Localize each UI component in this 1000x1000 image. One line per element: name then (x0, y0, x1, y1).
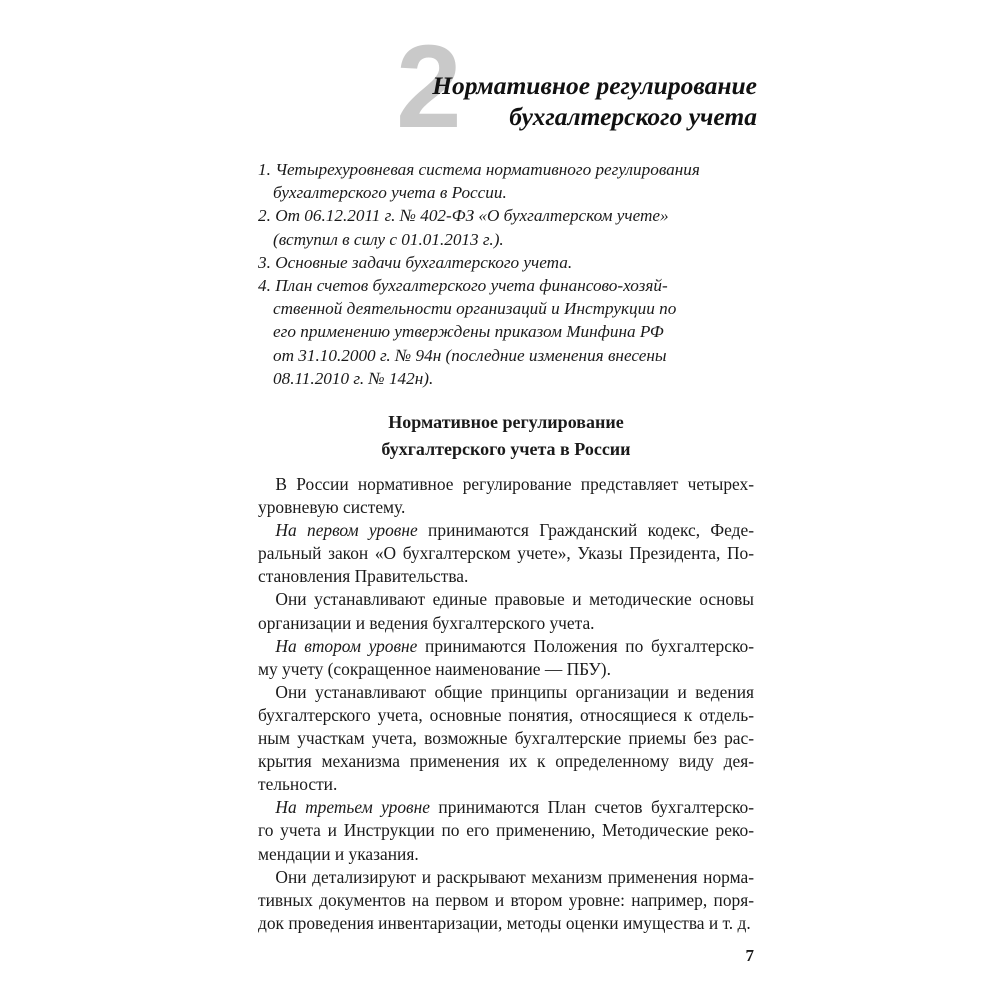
paragraph (258, 519, 754, 588)
level-label: На втором уровне (275, 635, 418, 656)
page-number: 7 (745, 946, 754, 965)
section-heading-line: Нормативное регулирование (388, 412, 624, 432)
text-line: док проведения инвентаризации, методы оценки имущества и т. д. (258, 912, 751, 933)
body-text (258, 473, 754, 935)
chapter-title (432, 70, 757, 132)
paragraph (258, 866, 754, 935)
paragraph (258, 588, 754, 634)
text-line: Они детализируют и раскрывают механизм применения норма- (275, 866, 754, 887)
text-line: становления Правительства. (258, 566, 469, 587)
list-item-text: ственной деятельности организаций и Инструкции по (273, 299, 677, 319)
text-line: На третьем уровне принимаются План счетов бухгалтерско- (275, 797, 754, 818)
text-line: мендации и указания. (258, 843, 419, 864)
text-line: В России нормативное регулирование представляет четырех- (275, 474, 754, 494)
text-line: го учета и Инструкции по его применению, Методические реко- (258, 820, 754, 841)
level-label: На первом уровне (275, 520, 418, 541)
list-item-text: Основные задачи бухгалтерского учета. (275, 252, 573, 272)
paragraph (258, 681, 754, 796)
text-line: На втором уровне принимаются Положения по бухгалтерско- (275, 635, 755, 656)
text-line: уровневую систему. (258, 497, 406, 518)
paragraph (258, 796, 754, 865)
list-item-text: (вступил в силу с 01.01.2013 г.). (273, 229, 504, 249)
list-item-text: бухгалтерского учета в России. (273, 183, 507, 203)
list-item-text: его применению утверждены приказом Минфина РФ (273, 322, 664, 342)
list-item (258, 274, 754, 390)
text-line: му учету (сокращенное наименование — ПБУ). (258, 658, 611, 679)
text-line: Они устанавливают общие принципы организации и ведения (275, 681, 754, 702)
text-line: ральный закон «О бухгалтерском учете», Указы Президента, По- (258, 543, 754, 564)
list-item-text: Четырехуровневая система нормативного регулирования (275, 160, 700, 179)
chapter-contents-list (258, 158, 754, 390)
text-line: бухгалтерского учета, основные понятия, относящиеся к отдель- (258, 704, 754, 725)
list-item-text: План счетов бухгалтерского учета финансово-хозяй- (275, 276, 668, 296)
list-item-number: 2. (258, 206, 271, 226)
chapter-title-line: Нормативное регулирование (432, 71, 757, 100)
chapter-title-line: бухгалтерского учета (509, 102, 757, 131)
text-line: тивных документов на первом и втором уровне: например, поря- (258, 889, 754, 910)
list-item-text: от 31.10.2000 г. № 94н (последние изменения внесены (273, 345, 667, 365)
list-item (258, 251, 754, 274)
list-item-text: От 06.12.2011 г. № 402-ФЗ «О бухгалтерском учете» (275, 206, 669, 226)
text-line: организации и ведения бухгалтерского учета. (258, 612, 595, 633)
list-item-number: 1. (258, 160, 271, 179)
section-heading (258, 409, 754, 462)
chapter-number: 2 (396, 21, 462, 153)
list-item (258, 204, 754, 250)
text-line: На первом уровне принимаются Гражданский кодекс, Феде- (275, 520, 754, 541)
paragraph (258, 473, 754, 519)
list-item (258, 158, 754, 204)
text-line: ным участкам учета, возможные бухгалтерские приемы без рас- (258, 728, 754, 749)
list-item-number: 3. (258, 252, 271, 272)
section-heading-line: бухгалтерского учета в России (381, 438, 631, 459)
level-label: На третьем уровне (275, 797, 430, 818)
text-line: тельности. (258, 774, 338, 795)
text-line: Они устанавливают единые правовые и методические основы (275, 589, 754, 610)
paragraph (258, 635, 754, 681)
list-item-number: 4. (258, 276, 271, 296)
text-line: крытия механизма применения их к определенному виду дея- (258, 751, 754, 772)
list-item-text: 08.11.2010 г. № 142н). (273, 368, 434, 388)
